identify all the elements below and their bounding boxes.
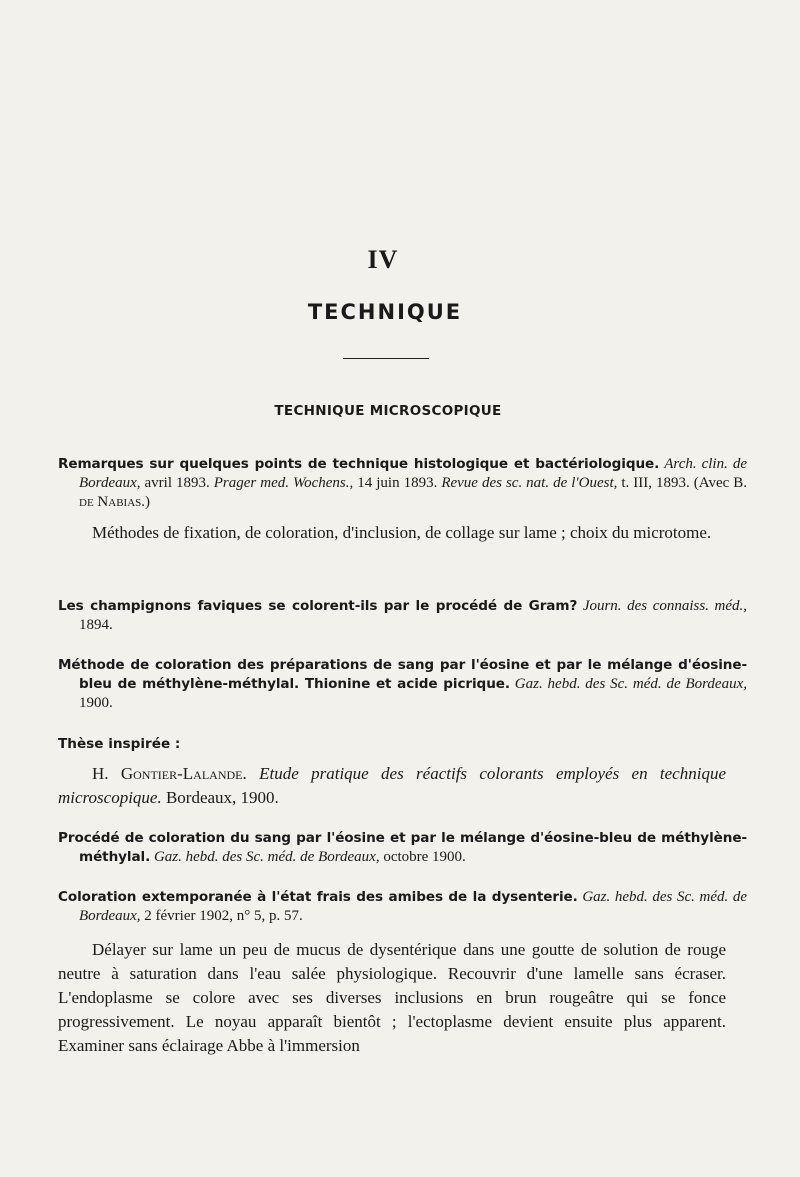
ref-source: Gaz. hebd. des Sc. méd. de Bordeaux, bbox=[79, 889, 747, 924]
entry-1-body: Méthodes de fixation, de coloration, d'inclusion, de collage sur lame ; choix du microtome. bbox=[92, 523, 712, 542]
ref-source: Prager med. Wochens., bbox=[213, 475, 354, 491]
ref-date: t. III, 1893. (Avec B. bbox=[621, 475, 748, 491]
reference-entry-2 bbox=[58, 597, 747, 635]
ref-title: Méthode de coloration des préparations de sang par l'éosine et par le mélange d'éosine-bleu de méthylène-méthylal. Thionine et acide picrique. bbox=[58, 657, 747, 692]
ref-date: 2 février 1902, n° 5, p. 57. bbox=[144, 908, 303, 924]
ref-title: Remarques sur quelques points de technique histologique et bactériologique. bbox=[58, 456, 660, 472]
ref-coauthor: de Nabias bbox=[79, 494, 142, 510]
ref-title: Coloration extemporanée à l'état frais des amibes de la dysenterie. bbox=[58, 889, 578, 905]
ref-date: 1894. bbox=[79, 617, 113, 633]
ref-title: Procédé de coloration du sang par l'éosine et par le mélange d'éosine-bleu de méthylène-méthylal. bbox=[58, 830, 747, 865]
thesis-body bbox=[58, 762, 726, 810]
ref-source: Gaz. hebd. des Sc. méd. de Bordeaux, bbox=[514, 676, 747, 692]
reference-entry-1 bbox=[58, 455, 747, 512]
ref-source: Arch. clin. de Bordeaux, bbox=[79, 456, 748, 491]
reference-entry-6 bbox=[58, 888, 747, 926]
thesis-label: Thèse inspirée : bbox=[58, 736, 181, 752]
reference-entry-5 bbox=[58, 829, 747, 867]
ref-date: 14 juin 1893. bbox=[357, 475, 438, 491]
thesis-work: Etude pratique des réactifs colorants employés en technique microscopique. bbox=[58, 764, 726, 807]
ref-close: .) bbox=[141, 494, 151, 510]
ref-title: Les champignons faviques se colorent-ils par le procédé de Gram? bbox=[58, 598, 578, 614]
ref-date: octobre 1900. bbox=[383, 849, 466, 865]
ref-source: Gaz. hebd. des Sc. méd. de Bordeaux, bbox=[153, 849, 380, 865]
thesis-author: H. Gontier-Lalande. bbox=[92, 764, 247, 783]
section-title: TECHNIQUE MICROSCOPIQUE bbox=[274, 403, 502, 419]
ref-source: Revue des sc. nat. de l'Ouest, bbox=[441, 475, 618, 491]
thesis-place: Bordeaux, 1900. bbox=[165, 788, 279, 807]
chapter-title: TECHNIQUE bbox=[307, 300, 463, 324]
ref-source: Journ. des connaiss. méd., bbox=[582, 598, 748, 614]
ref-date: 1900. bbox=[79, 695, 113, 711]
ref-date: avril 1893. bbox=[144, 475, 210, 491]
chapter-number: IV bbox=[367, 245, 399, 274]
reference-entry-3 bbox=[58, 656, 747, 713]
title-rule bbox=[343, 358, 429, 359]
entry-6-body: Délayer sur lame un peu de mucus de dysentérique dans une goutte de solution de rouge neutre à saturation dans l'eau salée physiologique. Recouvrir d'une lamelle sans écraser. L'endoplasme se colore avec ses diverses inclusions en brun rougeâtre qui se fonce progressivement. Le noyau apparaît bientôt ; l'ectoplasme devient ensuite plus apparent. Examiner sans éclairage Abbe à l'immersion bbox=[58, 940, 726, 1055]
